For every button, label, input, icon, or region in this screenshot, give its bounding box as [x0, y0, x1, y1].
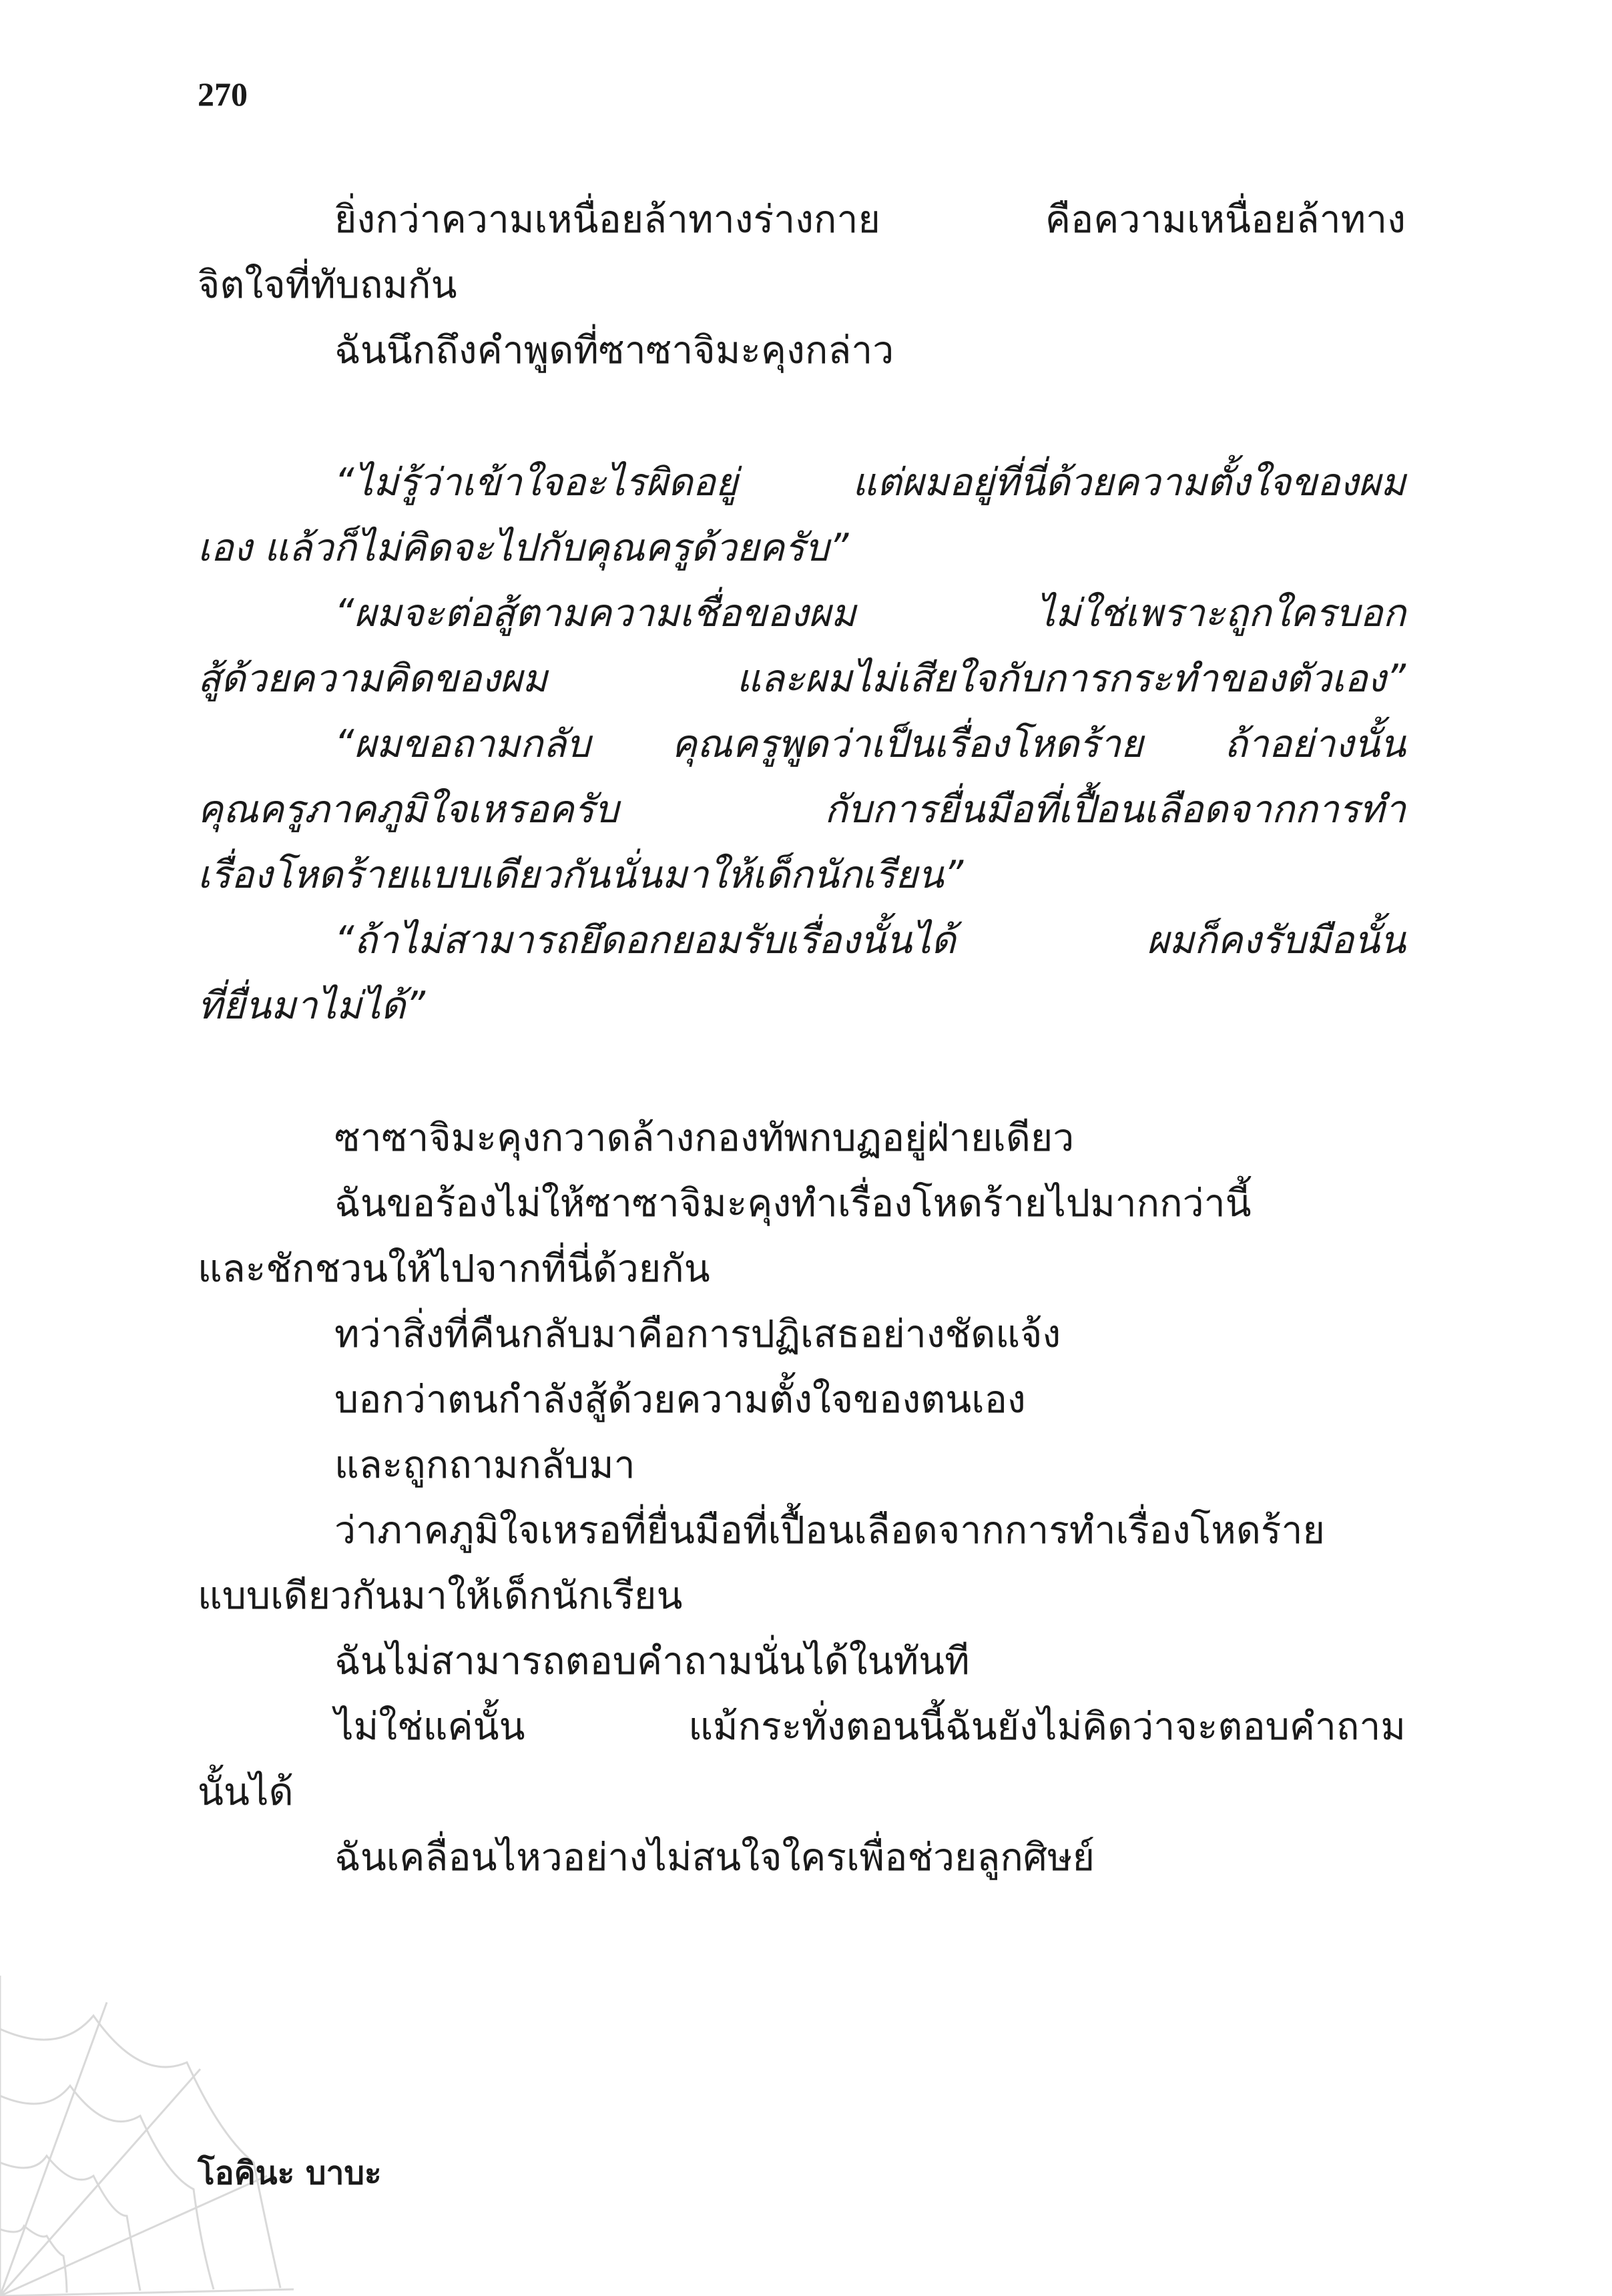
quote-line: เอง แล้วก็ไม่คิดจะไปกับคุณครูด้วยครับ” — [198, 526, 849, 570]
paragraph-line: จิตใจที่ทับถมกัน — [198, 263, 457, 307]
quote-line: “ไม่รู้ว่าเข้าใจอะไรผิดอยู่ แต่ผมอยู่ที่นี่ด้วยความตั้งใจของผม — [334, 461, 1406, 505]
paragraph-line: และชักชวนให้ไปจากที่นี่ด้วยกัน — [198, 1247, 710, 1291]
paragraph-line: บอกว่าตนกำลังสู้ด้วยความตั้งใจของตนเอง — [334, 1378, 1026, 1422]
quote-line: สู้ด้วยความคิดของผม และผมไม่เสียใจกับการกระทำของตัวเอง” — [198, 657, 1406, 701]
spider-web-decoration — [0, 1976, 294, 2296]
quote-line: “ผมขอถามกลับ คุณครูพูดว่าเป็นเรื่องโหดร้าย ถ้าอย่างนั้น — [334, 722, 1406, 766]
paragraph-line: และถูกถามกลับมา — [334, 1443, 635, 1487]
footer-author: โอคินะ บาบะ — [198, 2155, 382, 2192]
paragraph-line: ฉันไม่สามารถตอบคำถามนั่นได้ในทันที — [334, 1639, 970, 1683]
quote-line: “ถ้าไม่สามารถยึดอกยอมรับเรื่องนั้นได้ ผมก็คงรับมือนั้น — [334, 918, 1406, 962]
page-number: 270 — [198, 75, 248, 113]
quote-line: “ผมจะต่อสู้ตามความเชื่อของผม ไม่ใช่เพราะถูกใครบอก — [334, 591, 1406, 635]
body-text — [198, 187, 1406, 1890]
section-gap — [198, 1039, 1406, 1105]
paragraph-line: ซาซาจิมะคุงกวาดล้างกองทัพกบฏอยู่ฝ่ายเดียว — [334, 1116, 1075, 1160]
section-gap — [198, 383, 1406, 450]
paragraph-line: ฉันเคลื่อนไหวอย่างไม่สนใจใครเพื่อช่วยลูกศิษย์ — [334, 1835, 1095, 1880]
paragraph-line: ไม่ใช่แค่นั้น แม้กระทั่งตอนนี้ฉันยังไม่คิดว่าจะตอบคำถาม — [334, 1705, 1406, 1749]
paragraph-line: นั้นได้ — [198, 1770, 294, 1814]
paragraph-line: แบบเดียวกันมาให้เด็กนักเรียน — [198, 1574, 683, 1618]
quote-line: คุณครูภาคภูมิใจเหรอครับ กับการยื่นมือที่เปื้อนเลือดจากการทำ — [198, 788, 1406, 832]
paragraph-line: ว่าภาคภูมิใจเหรอที่ยื่นมือที่เปื้อนเลือดจากการทำเรื่องโหดร้าย — [334, 1508, 1325, 1552]
quote-line: เรื่องโหดร้ายแบบเดียวกันนั่นมาให้เด็กนักเรียน” — [198, 853, 964, 897]
quote-line: ที่ยื่นมาไม่ได้” — [198, 984, 425, 1028]
paragraph-line: ฉันนึกถึงคำพูดที่ซาซาจิมะคุงกล่าว — [334, 328, 894, 372]
paragraph-line: ฉันขอร้องไม่ให้ซาซาจิมะคุงทำเรื่องโหดร้ายไปมากกว่านี้ — [334, 1181, 1252, 1225]
paragraph-line: ทว่าสิ่งที่คืนกลับมาคือการปฏิเสธอย่างชัดแจ้ง — [334, 1312, 1061, 1356]
paragraph-line: ยิ่งกว่าความเหนื่อยล้าทางร่างกาย คือความเหนื่อยล้าทาง — [334, 198, 1406, 242]
